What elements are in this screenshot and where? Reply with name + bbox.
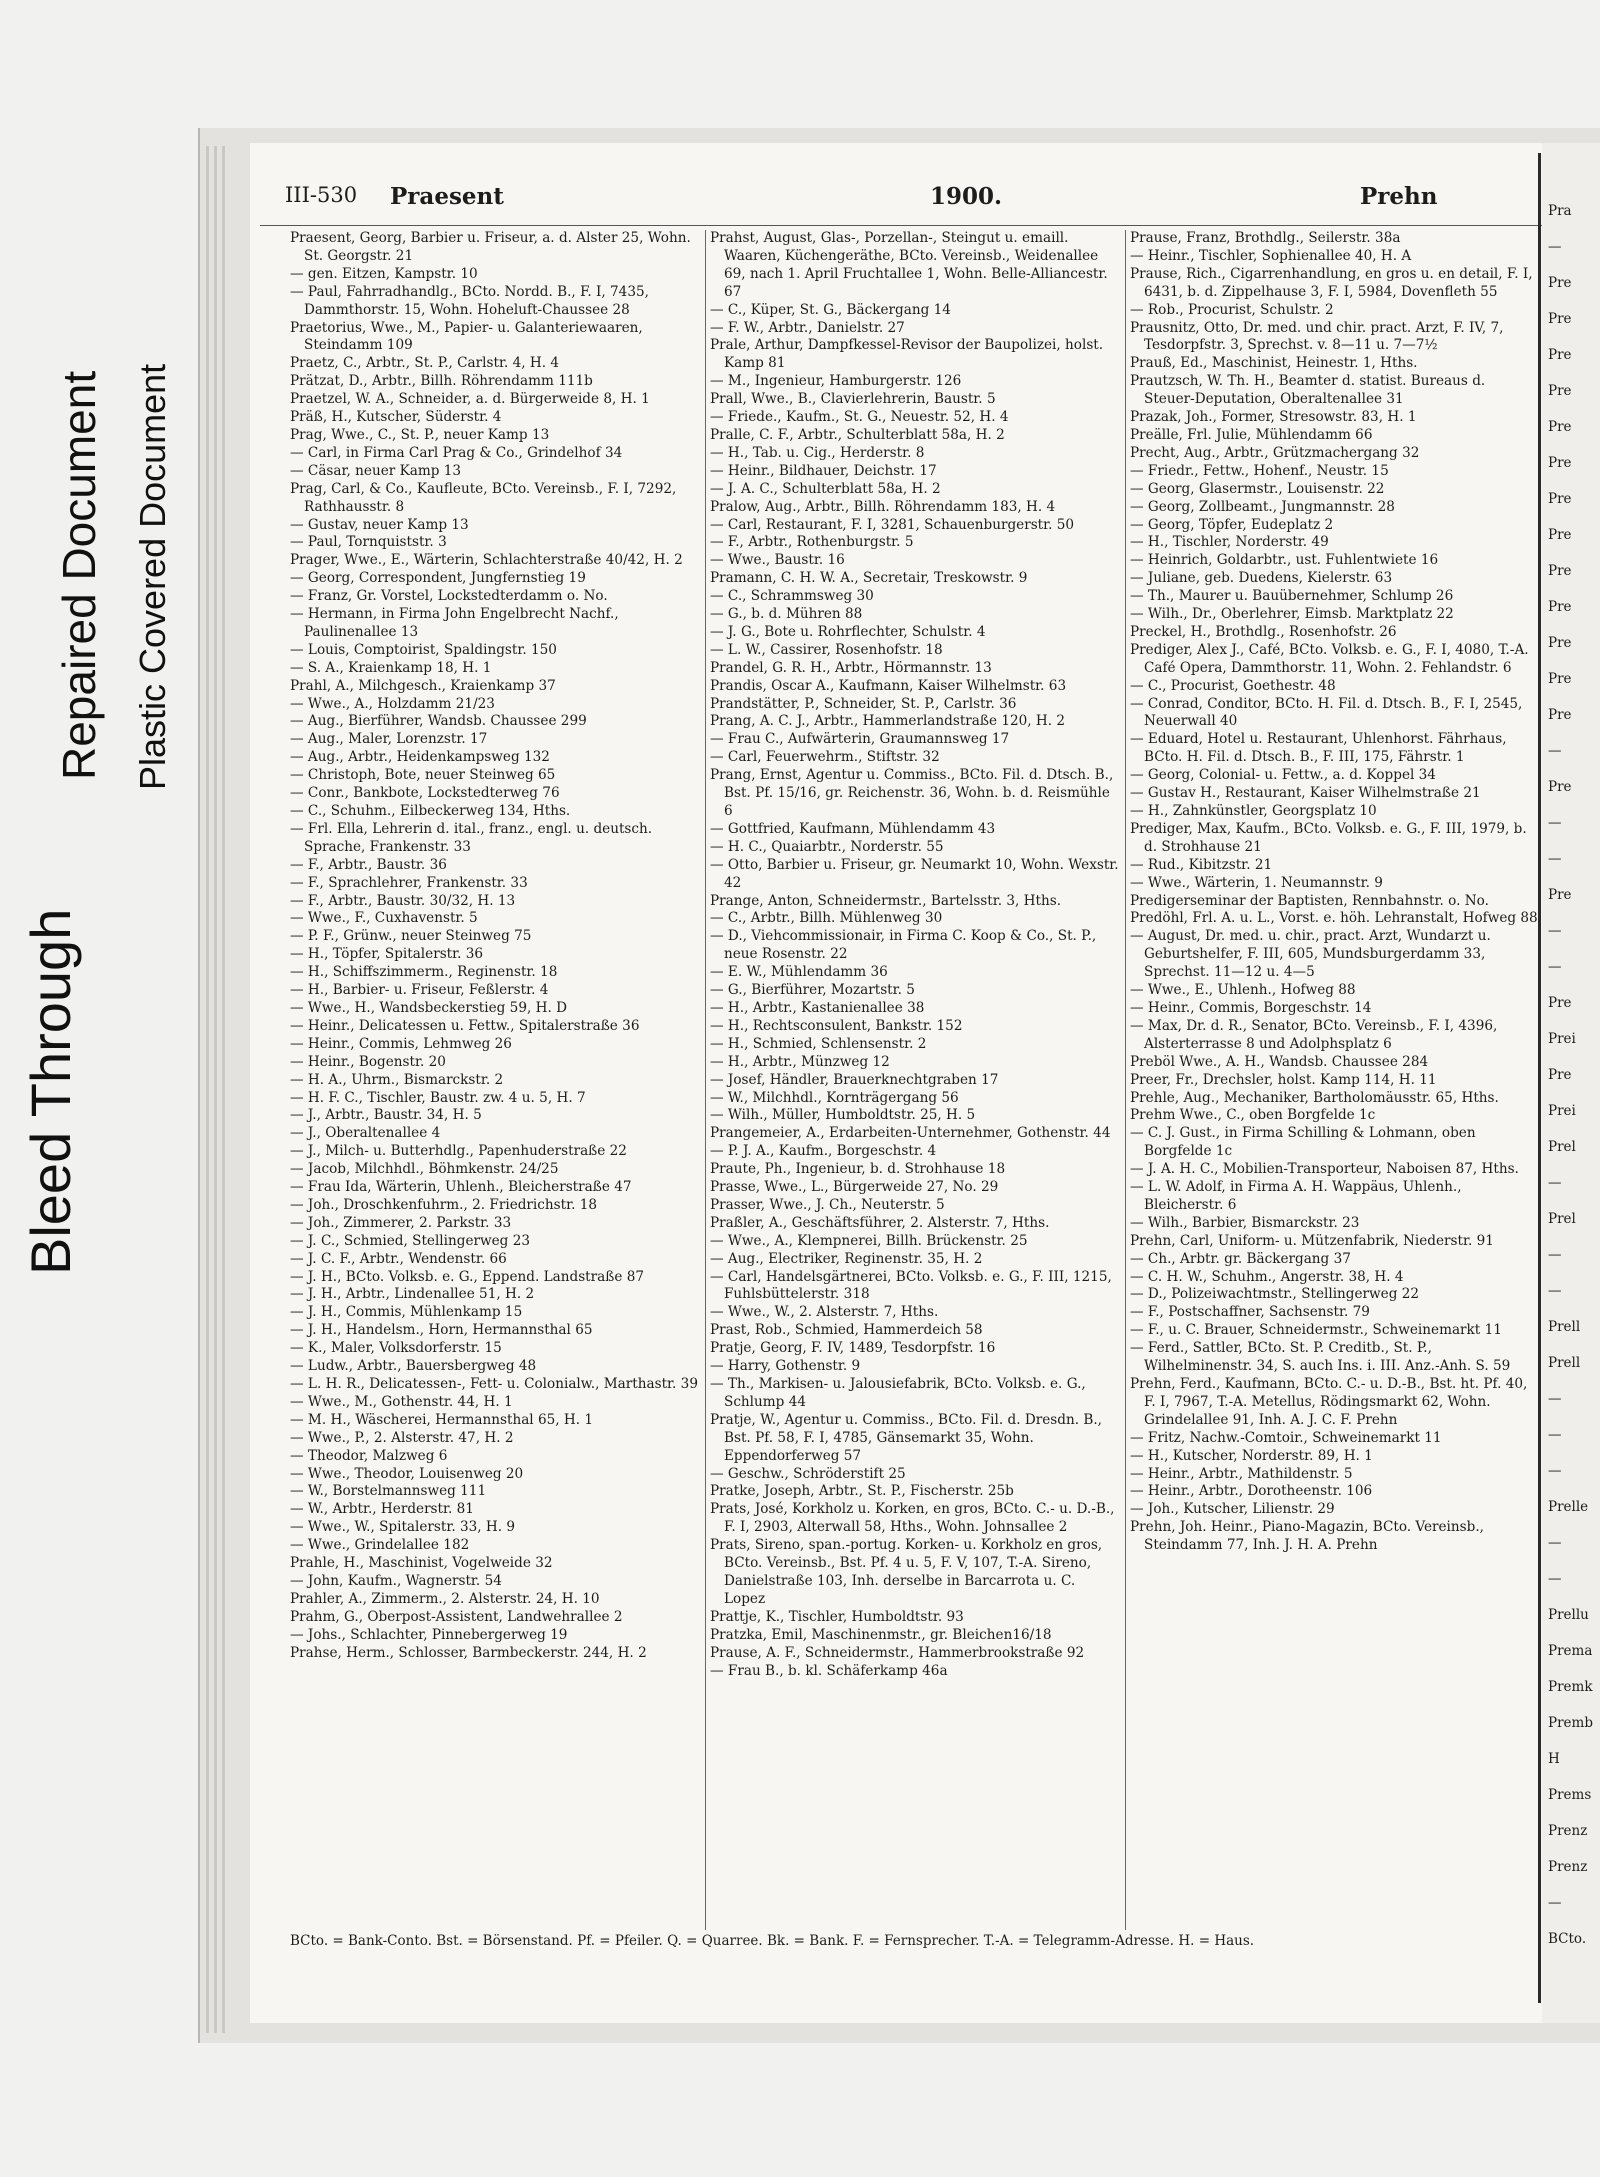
directory-entry: — Carl, Restaurant, F. I, 3281, Schauenburgerstr. 50 <box>710 516 1075 533</box>
directory-entry: — C., Küper, St. G., Bäckergang 14 <box>710 301 951 318</box>
directory-entry: — Fritz, Nachw.-Comtoir., Schweinemarkt 11 <box>1130 1429 1442 1446</box>
scan-annotation-labels <box>0 0 200 2177</box>
adjacent-page-fragment: — <box>1548 1283 1562 1299</box>
directory-entry: — Wwe., E., Uhlenh., Hofweg 88 <box>1130 982 1356 999</box>
page-number: III-530 <box>285 183 358 207</box>
directory-entry: — Gottfried, Kaufmann, Mühlendamm 43 <box>710 820 996 837</box>
adjacent-page-fragment: Pre <box>1548 563 1572 579</box>
directory-entry: Prang, Ernst, Agentur u. Commiss., BCto. Fil. d. Dtsch. B., Bst. Pf. 15/16, gr. Reichenstr. 36, Wohn. b. d. Reismühle 6 <box>710 767 1114 819</box>
directory-entry: — C., Schrammsweg 30 <box>710 588 874 605</box>
directory-column-1 <box>290 230 700 1663</box>
directory-entry: Prazak, Joh., Former, Stresowstr. 83, H. 1 <box>1130 409 1417 426</box>
page-edge <box>222 146 225 2033</box>
directory-entry: — J., Milch- u. Butterhdlg., Papenhuderstraße 22 <box>290 1143 627 1160</box>
adjacent-page-fragment: Prellu <box>1548 1607 1589 1623</box>
directory-entry: Prag, Carl, & Co., Kaufleute, BCto. Vereinsb., F. I, 7292, Rathhausstr. 8 <box>290 480 677 515</box>
adjacent-page-fragment: — <box>1548 1175 1562 1191</box>
directory-entry: — H., Töpfer, Spitalerstr. 36 <box>290 946 484 963</box>
directory-column-2 <box>710 230 1120 1680</box>
directory-entry: — Frau B., b. kl. Schäferkamp 46a <box>710 1662 948 1679</box>
directory-entry: — G., Bierführer, Mozartstr. 5 <box>710 982 915 999</box>
abbreviation-legend: BCto. = Bank-Conto. Bst. = Börsenstand. Pf. = Pfeiler. Q. = Quarree. Bk. = Bank. F. = Fernsprecher. T.-A. = Telegramm-Adresse. H. = Haus. <box>290 1933 1255 1949</box>
directory-entry: — Otto, Barbier u. Friseur, gr. Neumarkt 10, Wohn. Wexstr. 42 <box>710 856 1119 891</box>
adjacent-page-fragment: — <box>1548 743 1562 759</box>
directory-entry: — W., Borstelmannsweg 111 <box>290 1483 487 1500</box>
directory-entry: Prausnitz, Otto, Dr. med. und chir. pract. Arzt, F. IV, 7, Tesdorpfstr. 3, Sprechst. v. 8—11 u. 7—7½ <box>1130 319 1504 354</box>
directory-entry: — J., Oberaltenallee 4 <box>290 1125 441 1142</box>
plastic-covered-label: Plastic Covered Document <box>132 363 173 790</box>
adjacent-page-fragment: — <box>1548 1391 1562 1407</box>
directory-entry: — J., Arbtr., Baustr. 34, H. 5 <box>290 1107 482 1124</box>
directory-entry: — J. H., Commis, Mühlenkamp 15 <box>290 1304 523 1321</box>
adjacent-page-fragment: Prema <box>1548 1643 1593 1659</box>
directory-entry: Prediger, Alex J., Café, BCto. Volksb. e. G., F. I, 4080, T.-A. Café Opera, Dammthorstr. 11, Wohn. 2. Fehlandstr. 6 <box>1130 641 1529 676</box>
directory-entry: — Jacob, Milchhdl., Böhmkenstr. 24/25 <box>290 1161 559 1178</box>
directory-entry: — C., Arbtr., Billh. Mühlenweg 30 <box>710 910 943 927</box>
directory-entry: Prahler, A., Zimmerm., 2. Alsterstr. 24, H. 10 <box>290 1590 600 1607</box>
directory-entry: — H., Tab. u. Cig., Herderstr. 8 <box>710 444 925 461</box>
directory-entry: Pratje, Georg, F. IV, 1489, Tesdorpfstr. 16 <box>710 1340 996 1357</box>
directory-entry: — Heinr., Commis, Lehmweg 26 <box>290 1035 512 1052</box>
directory-entry: — W., Milchhdl., Kornträgergang 56 <box>710 1089 959 1106</box>
directory-entry: — D., Viehcommissionair, in Firma C. Koop & Co., St. P., neue Rosenstr. 22 <box>710 928 1097 963</box>
directory-entry: Prandis, Oscar A., Kaufmann, Kaiser Wilhelmstr. 63 <box>710 677 1067 694</box>
adjacent-page-fragment: Pre <box>1548 455 1572 471</box>
directory-entry: — L. H. R., Delicatessen-, Fett- u. Colonialw., Marthastr. 39 <box>290 1376 698 1392</box>
directory-entry: — Geschw., Schröderstift 25 <box>710 1465 906 1482</box>
column-divider <box>1125 230 1126 1930</box>
directory-entry: — Frau C., Aufwärterin, Graumannsweg 17 <box>710 731 1010 748</box>
adjacent-page-fragment: — <box>1548 1247 1562 1263</box>
directory-entry: — M., Ingenieur, Hamburgerstr. 126 <box>710 373 962 390</box>
directory-entry: — W., Arbtr., Herderstr. 81 <box>290 1501 474 1518</box>
directory-entry: — Josef, Händler, Brauerknechtgraben 17 <box>710 1071 999 1088</box>
directory-entry: Prale, Arthur, Dampfkessel-Revisor der Baupolizei, holst. Kamp 81 <box>710 337 1104 372</box>
directory-entry: Praetorius, Wwe., M., Papier- u. Galanteriewaaren, Steindamm 109 <box>290 319 643 354</box>
directory-entry: Pratje, W., Agentur u. Commiss., BCto. Fil. d. Dresdn. B., Bst. Pf. 58, F. I, 4785, Gänsemarkt 35, Wohn. Eppendorferweg 57 <box>710 1411 1103 1464</box>
directory-entry: Prautzsch, W. Th. H., Beamter d. statist. Bureaus d. Steuer-Deputation, Oberaltenallee 31 <box>1130 373 1486 408</box>
adjacent-page-fragment: Pre <box>1548 599 1572 615</box>
directory-entry: — Heinr., Bildhauer, Deichstr. 17 <box>710 462 937 479</box>
directory-entry: — J. C. F., Arbtr., Wendenstr. 66 <box>290 1250 507 1267</box>
directory-entry: Prangemeier, A., Erdarbeiten-Unternehmer, Gothenstr. 44 <box>710 1125 1111 1142</box>
directory-entry: Praute, Ph., Ingenieur, b. d. Strohhause 18 <box>710 1161 1006 1178</box>
directory-entry: Prehm Wwe., C., oben Borgfelde 1c <box>1130 1107 1376 1124</box>
directory-entry: — C. H. W., Schuhm., Angerstr. 38, H. 4 <box>1130 1268 1404 1285</box>
directory-entry: — Wwe., P., 2. Alsterstr. 47, H. 2 <box>290 1429 514 1446</box>
adjacent-page-fragment: Pre <box>1548 671 1572 687</box>
directory-entry: — Ludw., Arbtr., Bauersbergweg 48 <box>290 1358 537 1375</box>
directory-entry: — Friedr., Fettw., Hohenf., Neustr. 15 <box>1130 462 1389 479</box>
directory-entry: — Wwe., M., Gothenstr. 44, H. 1 <box>290 1393 513 1410</box>
directory-entry: — Gustav, neuer Kamp 13 <box>290 516 469 533</box>
directory-entry: — J. H., Arbtr., Lindenallee 51, H. 2 <box>290 1286 535 1303</box>
directory-entry: Preer, Fr., Drechsler, holst. Kamp 114, H. 11 <box>1130 1071 1437 1088</box>
directory-entry: — F., Arbtr., Baustr. 36 <box>290 856 447 873</box>
directory-entry: — Wwe., H., Wandsbeckerstieg 59, H. D <box>290 999 568 1016</box>
directory-column-3 <box>1130 230 1540 1555</box>
directory-entry: — J. G., Bote u. Rohrflechter, Schulstr. 4 <box>710 623 986 640</box>
adjacent-page-fragment: Pre <box>1548 527 1572 543</box>
directory-entry: — Franz, Gr. Vorstel, Lockstedterdamm o. No. <box>290 588 608 605</box>
directory-entry: Prehn, Carl, Uniform- u. Mützenfabrik, Niederstr. 91 <box>1130 1232 1494 1249</box>
adjacent-page-fragment: Prei <box>1548 1103 1576 1119</box>
directory-entry: — Carl, in Firma Carl Prag & Co., Grindelhof 34 <box>290 444 623 461</box>
directory-entry: — H., Tischler, Norderstr. 49 <box>1130 534 1329 551</box>
directory-entry: Predöhl, Frl. A. u. L., Vorst. e. höh. Lehranstalt, Hofweg 88 <box>1130 910 1538 927</box>
directory-entry: — F., Arbtr., Rothenburgstr. 5 <box>710 534 914 551</box>
directory-entry: — Wwe., A., Holzdamm 21/23 <box>290 695 495 712</box>
adjacent-page-fragment: Premb <box>1548 1715 1593 1731</box>
adjacent-page-fragment: Prel <box>1548 1211 1576 1227</box>
adjacent-page-fragment: Pre <box>1548 707 1572 723</box>
directory-entry: Prandstätter, P., Schneider, St. P., Carlstr. 36 <box>710 695 1017 712</box>
directory-entry: — Th., Markisen- u. Jalousiefabrik, BCto. Volksb. e. G., Schlump 44 <box>710 1376 1086 1410</box>
adjacent-page-strip <box>1542 143 1600 2023</box>
page-edge <box>214 146 217 2033</box>
directory-entry: Prehn, Ferd., Kaufmann, BCto. C.- u. D.-B., Bst. ht. Pf. 40, F. I, 7967, T.-A. Metellus, Rödingsmarkt 62, Wohn. Grindelallee 91, Inh. A. J. C. F. Prehn <box>1130 1376 1528 1428</box>
directory-entry: Praetz, C., Arbtr., St. P., Carlstr. 4, H. 4 <box>290 355 560 372</box>
directory-entry: — L. W. Adolf, in Firma A. H. Wappäus, Uhlenh., Bleicherstr. 6 <box>1130 1179 1462 1213</box>
directory-entry: Prang, A. C. J., Arbtr., Hammerlandstraße 120, H. 2 <box>710 713 1066 730</box>
adjacent-page-fragment: Pra <box>1548 203 1572 219</box>
adjacent-page-fragment: H <box>1548 1751 1560 1767</box>
directory-entry: — J. C., Schmied, Stellingerweg 23 <box>290 1232 531 1249</box>
directory-entry: — August, Dr. med. u. chir., pract. Arzt, Wundarzt u. Geburtshelfer, F. III, 605, Mundsburgerdamm 33, Sprechst. 11—12 u. 4—5 <box>1130 928 1491 981</box>
adjacent-page-fragment: Pre <box>1548 383 1572 399</box>
directory-entry: — H. F. C., Tischler, Baustr. zw. 4 u. 5, H. 7 <box>290 1089 586 1106</box>
directory-entry: — Frau Ida, Wärterin, Uhlenh., Bleicherstraße 47 <box>290 1179 632 1196</box>
directory-entry: — Rud., Kibitzstr. 21 <box>1130 856 1273 873</box>
adjacent-page-fragment: Prel <box>1548 1139 1576 1155</box>
directory-entry: — H. C., Quaiarbtr., Norderstr. 55 <box>710 838 944 855</box>
adjacent-page-fragment: — <box>1548 1427 1562 1443</box>
directory-entry: — Harry, Gothenstr. 9 <box>710 1358 861 1375</box>
directory-entry: — Wwe., Grindelallee 182 <box>290 1537 470 1554</box>
directory-entry: — Wwe., W., Spitalerstr. 33, H. 9 <box>290 1519 516 1536</box>
directory-entry: Prahse, Herm., Schlosser, Barmbeckerstr. 244, H. 2 <box>290 1644 647 1661</box>
directory-entry: — H., Arbtr., Kastanienallee 38 <box>710 999 925 1016</box>
directory-entry: — Paul, Tornquiststr. 3 <box>290 534 447 551</box>
adjacent-page-fragment: Pre <box>1548 419 1572 435</box>
directory-entry: — J. A. H. C., Mobilien-Transporteur, Naboisen 87, Hths. <box>1130 1161 1519 1178</box>
directory-entry: — F. W., Arbtr., Danielstr. 27 <box>710 319 905 336</box>
header-rule <box>260 225 1600 226</box>
directory-entry: — C., Schuhm., Eilbeckerweg 134, Hths. <box>290 803 571 819</box>
adjacent-page-fragment: — <box>1548 1535 1562 1551</box>
directory-entry: Prause, Rich., Cigarrenhandlung, en gros u. en detail, F. I, 6431, b. d. Zippelhause 3, F. I, 5984, Dovenfleth 55 <box>1130 265 1533 300</box>
directory-entry: — D., Polizeiwachtmstr., Stellingerweg 22 <box>1130 1286 1420 1303</box>
adjacent-page-fragment: — <box>1548 851 1562 867</box>
directory-entry: Preböl Wwe., A. H., Wandsb. Chaussee 284 <box>1130 1053 1429 1070</box>
directory-entry: Precht, Aug., Arbtr., Grützmachergang 32 <box>1130 444 1420 461</box>
adjacent-page-fragment: Pre <box>1548 635 1572 651</box>
directory-entry: — Heinrich, Goldarbtr., ust. Fuhlentwiete 16 <box>1130 552 1439 569</box>
directory-entry: Prehn, Joh. Heinr., Piano-Magazin, BCto. Vereinsb., Steindamm 77, Inh. J. H. A. Prehn <box>1130 1519 1484 1554</box>
directory-entry: — Wilh., Barbier, Bismarckstr. 23 <box>1130 1214 1360 1231</box>
directory-entry: — Heinr., Bogenstr. 20 <box>290 1053 446 1070</box>
adjacent-page-fragment: Pre <box>1548 887 1572 903</box>
directory-entry: — Gustav H., Restaurant, Kaiser Wilhelmstraße 21 <box>1130 785 1481 802</box>
directory-entry: — Joh., Kutscher, Lilienstr. 29 <box>1130 1501 1335 1518</box>
directory-entry: Prag, Wwe., C., St. P., neuer Kamp 13 <box>290 426 550 443</box>
adjacent-page-fragment: Pre <box>1548 779 1572 795</box>
adjacent-page-fragment: Pre <box>1548 1067 1572 1083</box>
adjacent-page-fragment: Prelle <box>1548 1499 1589 1515</box>
directory-entry: Prasse, Wwe., L., Bürgerweide 27, No. 29 <box>710 1179 999 1196</box>
directory-entry: Prause, A. F., Schneidermstr., Hammerbrookstraße 92 <box>710 1644 1085 1661</box>
directory-entry: — H., Rechtsconsulent, Bankstr. 152 <box>710 1017 963 1034</box>
directory-entry: Prats, José, Korkholz u. Korken, en gros, BCto. C.- u. D.-B., F. I, 2903, Alterwall 58, Hths., Wohn. Johnsallee 2 <box>710 1501 1115 1536</box>
directory-entry: — Conr., Bankbote, Lockstedterweg 76 <box>290 785 560 802</box>
directory-entry: — Aug., Arbtr., Heidenkampsweg 132 <box>290 749 550 766</box>
directory-entry: — F., Arbtr., Baustr. 30/32, H. 13 <box>290 892 516 909</box>
directory-entry: — Juliane, geb. Duedens, Kielerstr. 63 <box>1130 570 1393 587</box>
adjacent-page-fragment: Prell <box>1548 1355 1581 1371</box>
directory-entry: — J. H., BCto. Volksb. e. G., Eppend. Landstraße 87 <box>290 1268 644 1285</box>
directory-entry: — Frl. Ella, Lehrerin d. ital., franz., engl. u. deutsch. Sprache, Frankenstr. 33 <box>290 820 653 855</box>
directory-entry: — H., Arbtr., Münzweg 12 <box>710 1053 890 1070</box>
directory-entry: — Christoph, Bote, neuer Steinweg 65 <box>290 767 556 784</box>
directory-entry: — H., Kutscher, Norderstr. 89, H. 1 <box>1130 1447 1373 1464</box>
directory-entry: — Wwe., F., Cuxhavenstr. 5 <box>290 910 478 927</box>
directory-entry: Prediger, Max, Kaufm., BCto. Volksb. e. G., F. III, 1979, b. d. Strohhause 21 <box>1130 820 1527 855</box>
directory-entry: — Carl, Handelsgärtnerei, BCto. Volksb. e. G., F. III, 1215, Fuhlsbüttelerstr. 318 <box>710 1268 1112 1303</box>
directory-entry: — H., Schiffszimmerm., Reginenstr. 18 <box>290 964 558 981</box>
directory-entry: — S. A., Kraienkamp 18, H. 1 <box>290 659 492 676</box>
adjacent-page-fragment: — <box>1548 815 1562 831</box>
directory-entry: — Georg, Töpfer, Eudeplatz 2 <box>1130 516 1334 533</box>
directory-entry: Prahl, A., Milchgesch., Kraienkamp 37 <box>290 677 556 694</box>
directory-entry: — Joh., Zimmerer, 2. Parkstr. 33 <box>290 1214 512 1231</box>
directory-entry: Preckel, H., Brothdlg., Rosenhofstr. 26 <box>1130 623 1397 640</box>
directory-entry: — Hermann, in Firma John Engelbrecht Nachf., Paulinenallee 13 <box>290 606 619 640</box>
directory-entry: — Rob., Procurist, Schulstr. 2 <box>1130 301 1334 318</box>
directory-entry: — P. F., Grünw., neuer Steinweg 75 <box>290 928 532 945</box>
directory-entry: — J. A. C., Schulterblatt 58a, H. 2 <box>710 480 941 497</box>
directory-entry: — Eduard, Hotel u. Restaurant, Uhlenhorst. Fährhaus, BCto. H. Fil. d. Dtsch. B., F. III, 175, Fährstr. 1 <box>1130 731 1507 766</box>
directory-entry: — John, Kaufm., Wagnerstr. 54 <box>290 1572 502 1589</box>
directory-entry: — Conrad, Conditor, BCto. H. Fil. d. Dtsch. B., F. I, 2545, Neuerwall 40 <box>1130 695 1523 730</box>
adjacent-page-fragment: Pre <box>1548 491 1572 507</box>
directory-entry: — Paul, Fahrradhandlg., BCto. Nordd. B., F. I, 7435, Dammthorstr. 15, Wohn. Hoheluft-Chaussee 28 <box>290 283 649 318</box>
directory-entry: — Aug., Maler, Lorenzstr. 17 <box>290 731 488 748</box>
adjacent-page-fragment: Pre <box>1548 995 1572 1011</box>
directory-entry: — Theodor, Malzweg 6 <box>290 1447 448 1464</box>
directory-entry: — Aug., Bierführer, Wandsb. Chaussee 299 <box>290 713 587 730</box>
repaired-document-label: Repaired Document <box>53 370 105 780</box>
directory-entry: — Ferd., Sattler, BCto. St. P. Creditb., St. P., Wilhelminenstr. 34, S. auch Ins. i. III. Anz.-Anh. S. 59 <box>1130 1340 1511 1375</box>
directory-entry: — F., Sprachlehrer, Frankenstr. 33 <box>290 874 528 891</box>
adjacent-page-fragment: — <box>1548 923 1562 939</box>
directory-entry: Prattje, K., Tischler, Humboldtstr. 93 <box>710 1608 964 1625</box>
directory-entry: — H., Barbier- u. Friseur, Feßlerstr. 4 <box>290 982 549 999</box>
scanned-page-area <box>198 128 1600 2043</box>
directory-entry: — H. A., Uhrm., Bismarckstr. 2 <box>290 1071 504 1088</box>
adjacent-page-fragment: Pre <box>1548 311 1572 327</box>
directory-entry: — Heinr., Arbtr., Mathildenstr. 5 <box>1130 1465 1353 1482</box>
adjacent-page-fragment: Prei <box>1548 1031 1576 1047</box>
directory-entry: — Wwe., A., Klempnerei, Billh. Brückenstr. 25 <box>710 1232 1028 1249</box>
header-year: 1900. <box>930 183 1003 210</box>
directory-entry: — L. W., Cassirer, Rosenhofstr. 18 <box>710 641 943 658</box>
directory-entry: Prehle, Aug., Mechaniker, Bartholomäusstr. 65, Hths. <box>1130 1089 1499 1106</box>
directory-entry: Praßler, A., Geschäftsführer, 2. Alsterstr. 7, Hths. <box>710 1214 1050 1231</box>
directory-entry: — H., Zahnkünstler, Georgsplatz 10 <box>1130 803 1377 819</box>
directory-entry: — F., Postschaffner, Sachsenstr. 79 <box>1130 1304 1370 1321</box>
directory-entry: Prandel, G. R. H., Arbtr., Hörmannstr. 13 <box>710 659 992 676</box>
adjacent-page-fragment: Prell <box>1548 1319 1581 1335</box>
directory-entry: Prahst, August, Glas-, Porzellan-, Steingut u. emaill. Waaren, Küchengeräthe, BCto. Vereinsb., Weidenallee 69, nach 1. April Fruchtallee 1, Wohn. Belle-Alliancestr. 67 <box>710 230 1108 300</box>
directory-entry: — Heinr., Arbtr., Dorotheenstr. 106 <box>1130 1483 1373 1500</box>
header-right-keyword: Prehn <box>1360 183 1438 210</box>
adjacent-page-fragment: Pre <box>1548 347 1572 363</box>
directory-entry: — F., u. C. Brauer, Schneidermstr., Schweinemarkt 11 <box>1130 1322 1502 1339</box>
adjacent-page-fragment: Prems <box>1548 1787 1592 1803</box>
directory-entry: — Carl, Feuerwehrm., Stiftstr. 32 <box>710 749 940 766</box>
adjacent-page-fragment: — <box>1548 959 1562 975</box>
directory-entry: — G., b. d. Mühren 88 <box>710 606 863 623</box>
directory-entry: Prahm, G., Oberpost-Assistent, Landwehrallee 2 <box>290 1608 623 1625</box>
directory-entry: Praesent, Georg, Barbier u. Friseur, a. d. Alster 25, Wohn. St. Georgstr. 21 <box>290 230 691 264</box>
page-gutter <box>1538 153 1541 2003</box>
directory-entry: — Wilh., Müller, Humboldtstr. 25, H. 5 <box>710 1107 976 1124</box>
directory-entry: Prall, Wwe., B., Clavierlehrerin, Baustr. 5 <box>710 391 996 408</box>
directory-entry: — P. J. A., Kaufm., Borgeschstr. 4 <box>710 1143 937 1160</box>
directory-entry: — Ch., Arbtr. gr. Bäckergang 37 <box>1130 1250 1351 1267</box>
directory-entry: — Heinr., Tischler, Sophienallee 40, H. A <box>1130 247 1412 264</box>
directory-entry: Pralow, Aug., Arbtr., Billh. Röhrendamm 183, H. 4 <box>710 498 1056 515</box>
directory-entry: Preälle, Frl. Julie, Mühlendamm 66 <box>1130 426 1373 443</box>
directory-entry: Prast, Rob., Schmied, Hammerdeich 58 <box>710 1322 983 1339</box>
directory-entry: — Wwe., W., 2. Alsterstr. 7, Hths. <box>710 1304 939 1321</box>
directory-entry: — Georg, Colonial- u. Fettw., a. d. Koppel 34 <box>1130 767 1436 784</box>
directory-entry: Prätzat, D., Arbtr., Billh. Röhrendamm 111b <box>290 373 593 390</box>
directory-entry: — Wwe., Theodor, Louisenweg 20 <box>290 1465 524 1482</box>
page-edge <box>206 146 209 2033</box>
directory-entry: Prause, Franz, Brothdlg., Seilerstr. 38a <box>1130 230 1401 246</box>
directory-entry: — Georg, Glasermstr., Louisenstr. 22 <box>1130 480 1385 497</box>
directory-entry: Pramann, C. H. W. A., Secretair, Treskowstr. 9 <box>710 570 1028 587</box>
directory-entry: — Johs., Schlachter, Pinnebergerweg 19 <box>290 1626 568 1643</box>
directory-entry: Prager, Wwe., E., Wärterin, Schlachterstraße 40/42, H. 2 <box>290 552 683 569</box>
page-header <box>260 183 1530 223</box>
directory-entry: — Max, Dr. d. R., Senator, BCto. Vereinsb., F. I, 4396, Alsterterrasse 8 und Adolphsplatz 6 <box>1130 1017 1498 1052</box>
directory-entry: — Th., Maurer u. Bauübernehmer, Schlump 26 <box>1130 588 1454 605</box>
adjacent-page-fragment: — <box>1548 1895 1562 1911</box>
adjacent-page-fragment: — <box>1548 239 1562 255</box>
directory-entry: Pratzka, Emil, Maschinenmstr., gr. Bleichen16/18 <box>710 1626 1052 1643</box>
directory-entry: Pratke, Joseph, Arbtr., St. P., Fischerstr. 25b <box>710 1483 1014 1500</box>
directory-entry: Präß, H., Kutscher, Süderstr. 4 <box>290 409 502 426</box>
directory-entry: — Heinr., Delicatessen u. Fettw., Spitalerstraße 36 <box>290 1017 640 1034</box>
directory-entry: Pralle, C. F., Arbtr., Schulterblatt 58a, H. 2 <box>710 426 1005 443</box>
header-left-keyword: Praesent <box>390 183 504 210</box>
directory-entry: — Aug., Electriker, Reginenstr. 35, H. 2 <box>710 1250 983 1267</box>
directory-entry: — Heinr., Commis, Borgeschstr. 14 <box>1130 999 1372 1016</box>
column-divider <box>705 230 706 1930</box>
directory-entry: — Georg, Zollbeamt., Jungmannstr. 28 <box>1130 498 1395 515</box>
directory-entry: — gen. Eitzen, Kampstr. 10 <box>290 265 478 282</box>
adjacent-page-fragment: Premk <box>1548 1679 1593 1695</box>
bleed-through-label: Bleed Through <box>19 908 82 1275</box>
directory-entry: — C., Procurist, Goethestr. 48 <box>1130 677 1336 694</box>
directory-entry: — Georg, Correspondent, Jungfernstieg 19 <box>290 570 586 587</box>
directory-entry: Prange, Anton, Schneidermstr., Bartelsstr. 3, Hths. <box>710 892 1062 909</box>
directory-entry: — Louis, Comptoirist, Spaldingstr. 150 <box>290 641 557 658</box>
directory-entry: — Friede., Kaufm., St. G., Neuestr. 52, H. 4 <box>710 409 1009 426</box>
directory-entry: — M. H., Wäscherei, Hermannsthal 65, H. 1 <box>290 1411 594 1428</box>
directory-entry: — K., Maler, Volksdorferstr. 15 <box>290 1340 502 1357</box>
directory-entry: — Joh., Droschkenfuhrm., 2. Friedrichstr. 18 <box>290 1196 598 1213</box>
adjacent-page-fragment: Prenz <box>1548 1823 1588 1839</box>
adjacent-page-fragment: — <box>1548 1571 1562 1587</box>
directory-page <box>250 143 1600 2023</box>
directory-entry: Prasser, Wwe., J. Ch., Neuterstr. 5 <box>710 1196 945 1213</box>
directory-entry: — Wilh., Dr., Oberlehrer, Eimsb. Marktplatz 22 <box>1130 606 1454 623</box>
directory-entry: — C. J. Gust., in Firma Schilling & Lohmann, oben Borgfelde 1c <box>1130 1125 1476 1160</box>
directory-entry: — Wwe., Wärterin, 1. Neumannstr. 9 <box>1130 874 1383 891</box>
adjacent-page-fragment: — <box>1548 1463 1562 1479</box>
directory-entry: — Wwe., Baustr. 16 <box>710 552 845 569</box>
directory-entry: Prauß, Ed., Maschinist, Heinestr. 1, Hths. <box>1130 355 1418 372</box>
adjacent-page-fragment: Pre <box>1548 275 1572 291</box>
directory-entry: Predigerseminar der Baptisten, Rennbahnstr. o. No. <box>1130 892 1489 909</box>
directory-entry: Praetzel, W. A., Schneider, a. d. Bürgerweide 8, H. 1 <box>290 391 650 408</box>
directory-entry: Prats, Sireno, span.-portug. Korken- u. Korkholz en gros, BCto. Vereinsb., Bst. Pf. 4 u. 5, F. V, 107, T.-A. Sireno, Danielstraße 103, Inh. derselbe in Barcarrota u. C. Lopez <box>710 1537 1103 1607</box>
directory-entry: — E. W., Mühlendamm 36 <box>710 964 888 981</box>
directory-entry: — H., Schmied, Schlensenstr. 2 <box>710 1035 927 1052</box>
adjacent-page-fragment: Prenz <box>1548 1859 1588 1875</box>
directory-entry: — Cäsar, neuer Kamp 13 <box>290 462 462 479</box>
directory-entry: Prahle, H., Maschinist, Vogelweide 32 <box>290 1555 553 1572</box>
adjacent-page-fragment: BCto. <box>1548 1931 1587 1947</box>
directory-entry: — J. H., Handelsm., Horn, Hermannsthal 65 <box>290 1322 593 1339</box>
